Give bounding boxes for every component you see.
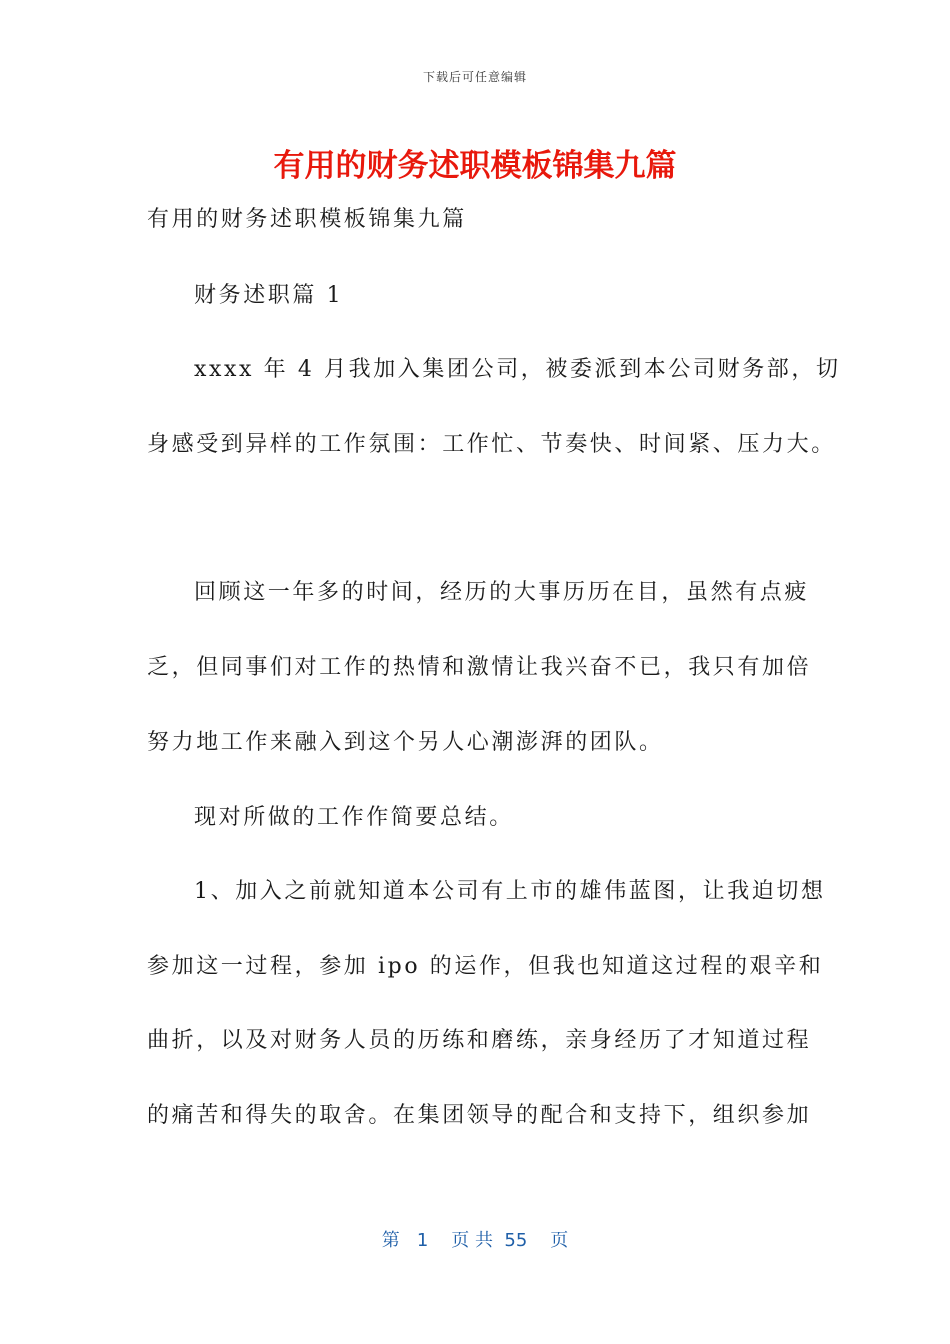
paragraph-line: 现对所做的工作作简要总结。 <box>194 805 514 830</box>
paragraph-line: 努力地工作来融入到这个另人心潮澎湃的团队。 <box>147 730 664 755</box>
paragraph-line: 参加这一过程，参加 ipo 的运作，但我也知道这过程的艰辛和 <box>147 954 824 979</box>
paragraph-line: 1、加入之前就知道本公司有上市的雄伟蓝图，让我迫切想 <box>194 879 826 904</box>
subtitle-line: 有用的财务述职模板锦集九篇 <box>147 207 467 232</box>
header-note: 下载后可任意编辑 <box>422 70 527 84</box>
paragraph-line: 的痛苦和得失的取舍。在集团领导的配合和支持下，组织参加 <box>147 1103 812 1128</box>
paragraph-line: xxxx 年 4 月我加入集团公司，被委派到本公司财务部，切 <box>194 357 841 382</box>
paragraph-line: 乏，但同事们对工作的热情和激情让我兴奋不已，我只有加倍 <box>147 655 812 680</box>
paragraph-line: 回顾这一年多的时间，经历的大事历历在目，虽然有点疲 <box>194 580 810 605</box>
paragraph-line: 曲折，以及对财务人员的历练和磨练，亲身经历了才知道过程 <box>147 1028 812 1053</box>
page-number-footer: 第 1 页 共 55 页 <box>381 1230 569 1251</box>
section-heading: 财务述职篇 1 <box>194 283 344 308</box>
document-title: 有用的财务述职模板锦集九篇 <box>273 148 677 184</box>
paragraph-line: 身感受到异样的工作氛围：工作忙、节奏快、时间紧、压力大。 <box>147 432 836 457</box>
